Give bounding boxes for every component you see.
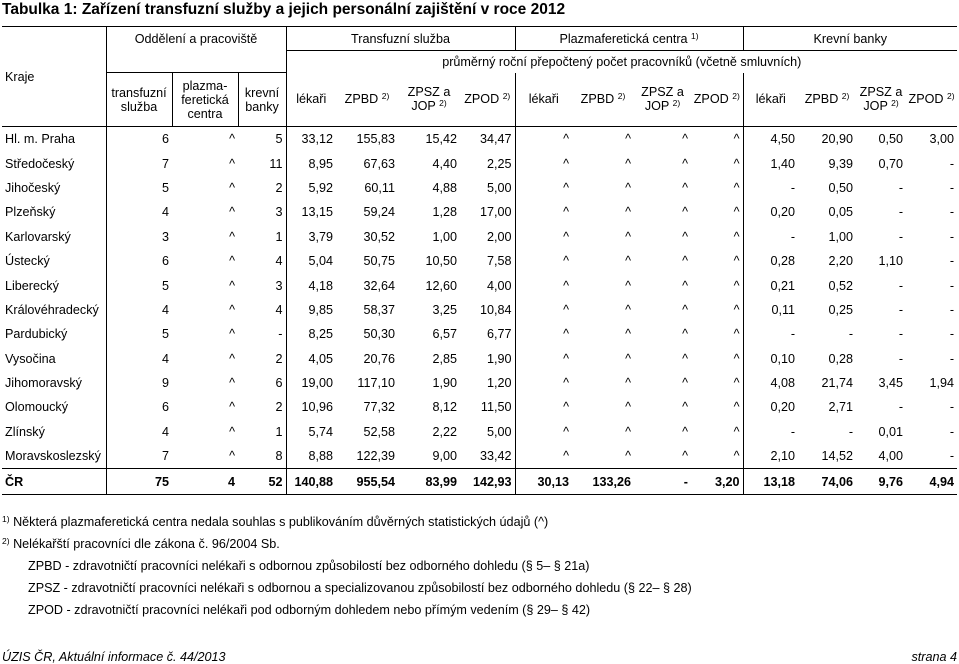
table-row xyxy=(2,200,957,224)
value-cell: ^ xyxy=(682,351,688,366)
value-cell: 10,50 xyxy=(425,254,457,269)
value-cell: 0,20 xyxy=(770,400,796,415)
value-cell: - xyxy=(898,278,904,293)
region-name-cell: Karlovarský xyxy=(2,225,106,249)
value-cell: 0,28 xyxy=(828,351,854,366)
value-cell: 1,40 xyxy=(770,156,796,171)
value-cell: 8,12 xyxy=(432,400,457,415)
value-cell: 1,00 xyxy=(432,229,457,244)
value-cell: - xyxy=(634,469,691,494)
value-cell: ^ xyxy=(682,180,688,195)
value-cell: 59,24 xyxy=(363,205,395,220)
value-cell: 0,10 xyxy=(770,351,796,366)
value-cell: 9,00 xyxy=(432,449,457,464)
value-cell: ^ xyxy=(691,298,743,322)
value-cell: - xyxy=(898,180,904,195)
value-cell: 4,00 xyxy=(460,273,515,297)
value-cell: 9,76 xyxy=(856,469,906,494)
value-cell: - xyxy=(238,322,286,346)
value-cell: - xyxy=(949,205,955,220)
value-cell: 4 xyxy=(161,302,169,317)
region-name-cell: Středočeský xyxy=(2,151,106,175)
header-kraje: Kraje xyxy=(2,27,106,127)
value-cell: 13,18 xyxy=(743,469,798,494)
value-cell: 1,90 xyxy=(460,347,515,371)
value-cell: ^ xyxy=(625,205,631,220)
value-cell: 2,85 xyxy=(432,351,457,366)
value-cell: 9,39 xyxy=(828,156,854,171)
table-total-row xyxy=(2,469,957,494)
value-cell: ^ xyxy=(563,205,569,220)
value-cell: 9,85 xyxy=(308,302,333,317)
value-cell: 50,75 xyxy=(363,254,395,269)
value-cell: 4,18 xyxy=(308,278,333,293)
value-cell: 4 xyxy=(161,205,169,220)
col-kb-zpsz: ZPSZ a JOP $^{2)}$ xyxy=(856,73,906,127)
value-cell: ^ xyxy=(563,229,569,244)
value-cell: 0,25 xyxy=(828,302,854,317)
value-cell: 1 xyxy=(238,420,286,444)
value-cell: ^ xyxy=(229,205,235,220)
value-cell: 5,00 xyxy=(460,176,515,200)
value-cell: ^ xyxy=(229,327,235,342)
value-cell: ^ xyxy=(682,205,688,220)
value-cell: 52 xyxy=(238,469,286,494)
value-cell: - xyxy=(949,180,955,195)
region-name-cell: Vysočina xyxy=(2,347,106,371)
value-cell: 0,20 xyxy=(770,205,796,220)
value-cell: - xyxy=(790,229,796,244)
value-cell: 1,28 xyxy=(432,205,457,220)
value-cell: 4 xyxy=(161,351,169,366)
value-cell: 0,01 xyxy=(878,424,904,439)
value-cell: 7,58 xyxy=(460,249,515,273)
footnotes xyxy=(2,511,692,621)
value-cell: 4,08 xyxy=(770,376,796,391)
value-cell: 2,00 xyxy=(460,225,515,249)
value-cell: ^ xyxy=(682,376,688,391)
value-cell: - xyxy=(898,302,904,317)
value-cell: 5 xyxy=(161,180,169,195)
value-cell: ^ xyxy=(229,351,235,366)
value-cell: ^ xyxy=(563,327,569,342)
value-cell: ^ xyxy=(229,254,235,269)
value-cell: 0,52 xyxy=(828,278,854,293)
value-cell: - xyxy=(949,351,955,366)
value-cell: 133,26 xyxy=(572,469,634,494)
value-cell: 6,77 xyxy=(460,322,515,346)
footnote-zpbd: ZPBD - zdravotničtí pracovníci nelékaři s odbornou způsobilostí bez odborného dohledu (§ 5– § 21a) xyxy=(28,559,590,573)
value-cell: 83,99 xyxy=(398,469,460,494)
table-row xyxy=(2,273,957,297)
region-name-cell: Královéhradecký xyxy=(2,298,106,322)
value-cell: 3,20 xyxy=(691,469,743,494)
value-cell: 1,20 xyxy=(460,371,515,395)
value-cell: ^ xyxy=(625,156,631,171)
region-name-cell: Liberecký xyxy=(2,273,106,297)
table-row xyxy=(2,127,957,152)
value-cell: ^ xyxy=(691,347,743,371)
value-cell: 21,74 xyxy=(821,376,854,391)
region-name-cell: ČR xyxy=(2,469,106,494)
footnote-2: $^{2)}$ Nelékařští pracovníci dle zákona č. 96/2004 Sb. xyxy=(2,536,280,551)
header-plazmafereticka-centra: Plazmaferetická centra $^{1)}$ xyxy=(515,27,743,51)
value-cell: ^ xyxy=(229,376,235,391)
value-cell: 2,10 xyxy=(770,449,796,464)
region-name-cell: Moravskoslezský xyxy=(2,444,106,469)
value-cell: 4,94 xyxy=(906,469,957,494)
value-cell: 2 xyxy=(238,347,286,371)
value-cell: - xyxy=(949,229,955,244)
value-cell: ^ xyxy=(625,254,631,269)
table-row xyxy=(2,176,957,200)
value-cell: 1,00 xyxy=(828,229,854,244)
value-cell: 67,63 xyxy=(363,156,395,171)
value-cell: 5,74 xyxy=(308,424,333,439)
value-cell: ^ xyxy=(682,327,688,342)
value-cell: - xyxy=(848,424,854,439)
col-kb-zpbd: ZPBD $^{2)}$ xyxy=(798,73,856,127)
value-cell: - xyxy=(949,156,955,171)
value-cell: - xyxy=(898,327,904,342)
value-cell: 8,88 xyxy=(308,449,333,464)
value-cell: ^ xyxy=(682,156,688,171)
value-cell: 33,42 xyxy=(460,444,515,469)
footnote-1: $^{1)}$ Některá plazmaferetická centra nedala souhlas s publikováním důvěrných statistických údajů (^) xyxy=(2,514,549,529)
value-cell: 6 xyxy=(161,132,169,147)
value-cell: 75 xyxy=(106,469,172,494)
value-cell: ^ xyxy=(563,449,569,464)
value-cell: 4,88 xyxy=(432,180,457,195)
col-ts-lekari: lékaři xyxy=(286,73,336,127)
value-cell: ^ xyxy=(563,254,569,269)
col-pc-lekari: lékaři xyxy=(515,73,572,127)
value-cell: 32,64 xyxy=(363,278,395,293)
value-cell: ^ xyxy=(682,424,688,439)
value-cell: ^ xyxy=(563,424,569,439)
value-cell: 15,42 xyxy=(425,132,457,147)
value-cell: ^ xyxy=(563,278,569,293)
value-cell: 52,58 xyxy=(363,424,395,439)
table-row xyxy=(2,371,957,395)
value-cell: 122,39 xyxy=(356,449,395,464)
value-cell: ^ xyxy=(625,424,631,439)
value-cell: 4 xyxy=(238,298,286,322)
value-cell: - xyxy=(898,229,904,244)
value-cell: ^ xyxy=(229,302,235,317)
header-transfuzni-sluzba: Transfuzní služba xyxy=(286,27,515,51)
region-name-cell: Hl. m. Praha xyxy=(2,127,106,152)
value-cell: 4,00 xyxy=(878,449,904,464)
page-footer xyxy=(2,650,957,664)
value-cell: ^ xyxy=(229,424,235,439)
value-cell: ^ xyxy=(691,151,743,175)
value-cell: 0,70 xyxy=(878,156,904,171)
value-cell: 6 xyxy=(238,371,286,395)
value-cell: ^ xyxy=(691,127,743,152)
value-cell: 14,52 xyxy=(821,449,854,464)
value-cell: ^ xyxy=(625,302,631,317)
region-name-cell: Pardubický xyxy=(2,322,106,346)
region-name-cell: Jihomoravský xyxy=(2,371,106,395)
value-cell: ^ xyxy=(563,156,569,171)
value-cell: ^ xyxy=(563,132,569,147)
header-prumerny-pocet: průměrný roční přepočtený počet pracovníků (včetně smluvních) xyxy=(286,51,957,73)
personnel-table xyxy=(2,26,957,495)
value-cell: ^ xyxy=(229,180,235,195)
value-cell: 8,25 xyxy=(308,327,333,342)
value-cell: 4,05 xyxy=(308,351,333,366)
value-cell: 117,10 xyxy=(357,376,395,391)
value-cell: 6 xyxy=(161,254,169,269)
value-cell: ^ xyxy=(625,327,631,342)
col-ts-zpsz: ZPSZ a JOP $^{2)}$ xyxy=(398,73,460,127)
value-cell: ^ xyxy=(691,420,743,444)
value-cell: - xyxy=(790,180,796,195)
value-cell: ^ xyxy=(229,132,235,147)
value-cell: ^ xyxy=(563,302,569,317)
value-cell: 5 xyxy=(238,127,286,152)
value-cell: 11 xyxy=(238,151,286,175)
col-pc-zpsz: ZPSZ a JOP $^{2)}$ xyxy=(634,73,691,127)
region-name-cell: Jihočeský xyxy=(2,176,106,200)
value-cell: 0,11 xyxy=(771,302,796,317)
value-cell: ^ xyxy=(682,132,688,147)
value-cell: - xyxy=(949,278,955,293)
col-pc-zpbd: ZPBD $^{2)}$ xyxy=(572,73,634,127)
footer-page-number: strana 4 xyxy=(911,650,957,664)
value-cell: ^ xyxy=(682,229,688,244)
value-cell: 74,06 xyxy=(798,469,856,494)
value-cell: 4,50 xyxy=(770,132,796,147)
value-cell: ^ xyxy=(563,180,569,195)
table-row xyxy=(2,347,957,371)
value-cell: ^ xyxy=(229,278,235,293)
value-cell: ^ xyxy=(691,176,743,200)
value-cell: 2,20 xyxy=(828,254,854,269)
value-cell: 5 xyxy=(161,278,169,293)
value-cell: 5,04 xyxy=(308,254,333,269)
value-cell: 1,10 xyxy=(878,254,904,269)
value-cell: ^ xyxy=(691,249,743,273)
value-cell: ^ xyxy=(625,132,631,147)
value-cell: 0,05 xyxy=(828,205,854,220)
value-cell: 3 xyxy=(161,229,169,244)
value-cell: 33,12 xyxy=(301,132,333,147)
value-cell: 142,93 xyxy=(460,469,515,494)
value-cell: - xyxy=(790,424,796,439)
value-cell: 4,40 xyxy=(432,156,457,171)
table-row xyxy=(2,298,957,322)
header-krevni-banky: Krevní banky xyxy=(743,27,957,51)
value-cell: ^ xyxy=(229,156,235,171)
col-transfuzni-sluzba: transfuzní služba xyxy=(106,73,172,127)
value-cell: ^ xyxy=(691,395,743,419)
value-cell: 19,00 xyxy=(301,376,333,391)
value-cell: 7 xyxy=(161,156,169,171)
value-cell: ^ xyxy=(625,180,631,195)
table-row xyxy=(2,395,957,419)
col-ts-zpod: ZPOD $^{2)}$ xyxy=(460,73,515,127)
value-cell: - xyxy=(790,327,796,342)
value-cell: ^ xyxy=(691,273,743,297)
value-cell: 3,00 xyxy=(929,132,955,147)
table-row xyxy=(2,249,957,273)
value-cell: 50,30 xyxy=(363,327,395,342)
value-cell: 58,37 xyxy=(363,302,395,317)
value-cell: 4 xyxy=(161,424,169,439)
table-row xyxy=(2,420,957,444)
region-name-cell: Olomoucký xyxy=(2,395,106,419)
value-cell: ^ xyxy=(625,351,631,366)
value-cell: 20,90 xyxy=(821,132,854,147)
value-cell: - xyxy=(898,400,904,415)
value-cell: ^ xyxy=(625,400,631,415)
value-cell: 3 xyxy=(238,200,286,224)
table-row xyxy=(2,444,957,469)
value-cell: 7 xyxy=(161,449,169,464)
value-cell: 10,96 xyxy=(301,400,333,415)
value-cell: 5,00 xyxy=(460,420,515,444)
value-cell: 140,88 xyxy=(286,469,336,494)
col-ts-zpbd: ZPBD $^{2)}$ xyxy=(336,73,398,127)
value-cell: 4 xyxy=(172,469,238,494)
value-cell: - xyxy=(949,254,955,269)
value-cell: ^ xyxy=(682,278,688,293)
value-cell: 3,45 xyxy=(878,376,904,391)
value-cell: ^ xyxy=(682,449,688,464)
value-cell: ^ xyxy=(625,229,631,244)
value-cell: ^ xyxy=(682,254,688,269)
value-cell: 30,13 xyxy=(515,469,572,494)
value-cell: ^ xyxy=(625,278,631,293)
value-cell: - xyxy=(949,327,955,342)
value-cell: ^ xyxy=(229,229,235,244)
value-cell: ^ xyxy=(625,449,631,464)
col-kb-lekari: lékaři xyxy=(743,73,798,127)
value-cell: ^ xyxy=(691,225,743,249)
value-cell: - xyxy=(949,424,955,439)
value-cell: 2,22 xyxy=(432,424,457,439)
table-title: Tabulka 1: Zařízení transfuzní služby a jejich personální zajištění v roce 2012 xyxy=(2,1,566,18)
value-cell: 0,50 xyxy=(878,132,904,147)
value-cell: - xyxy=(949,449,955,464)
value-cell: 2 xyxy=(238,176,286,200)
value-cell: ^ xyxy=(691,322,743,346)
value-cell: 10,84 xyxy=(460,298,515,322)
value-cell: ^ xyxy=(563,376,569,391)
value-cell: ^ xyxy=(691,371,743,395)
value-cell: 1,90 xyxy=(432,376,457,391)
value-cell: 13,15 xyxy=(301,205,333,220)
value-cell: 9 xyxy=(161,376,169,391)
value-cell: 8,95 xyxy=(308,156,333,171)
value-cell: 20,76 xyxy=(363,351,395,366)
region-name-cell: Ústecký xyxy=(2,249,106,273)
table-row xyxy=(2,225,957,249)
value-cell: 5 xyxy=(161,327,169,342)
value-cell: - xyxy=(898,205,904,220)
col-krevni-banky: krevní banky xyxy=(238,73,286,127)
value-cell: 60,11 xyxy=(364,180,395,195)
value-cell: 3,79 xyxy=(308,229,333,244)
value-cell: 1 xyxy=(238,225,286,249)
value-cell: 0,50 xyxy=(828,180,854,195)
table-body xyxy=(2,127,957,495)
value-cell: 955,54 xyxy=(336,469,398,494)
header-oddeleni: Oddělení a pracoviště xyxy=(106,27,286,51)
value-cell: ^ xyxy=(691,200,743,224)
value-cell: ^ xyxy=(229,449,235,464)
value-cell: - xyxy=(898,351,904,366)
value-cell: 0,28 xyxy=(770,254,796,269)
value-cell: 4 xyxy=(238,249,286,273)
col-plazmafereticka-centra: plazma-feretická centra xyxy=(172,73,238,127)
value-cell: 12,60 xyxy=(425,278,457,293)
value-cell: 1,94 xyxy=(929,376,955,391)
value-cell: ^ xyxy=(229,400,235,415)
value-cell: 0,21 xyxy=(770,278,796,293)
value-cell: ^ xyxy=(563,351,569,366)
value-cell: 5,92 xyxy=(308,180,333,195)
table-row xyxy=(2,151,957,175)
value-cell: 30,52 xyxy=(363,229,395,244)
value-cell: ^ xyxy=(682,400,688,415)
value-cell: 155,83 xyxy=(356,132,395,147)
value-cell: ^ xyxy=(625,376,631,391)
footnote-zpsz: ZPSZ - zdravotničtí pracovníci nelékaři s odbornou a specializovanou způsobilostí bez odborného dohledu (§ 22– § 28) xyxy=(28,581,692,595)
value-cell: 2 xyxy=(238,395,286,419)
footnote-zpod: ZPOD - zdravotničtí pracovníci nelékaři pod odborným dohledem nebo přímým vedením (§ 29– § 42) xyxy=(28,603,591,617)
footer-source: ÚZIS ČR, Aktuální informace č. 44/2013 xyxy=(2,650,226,664)
value-cell: 2,25 xyxy=(460,151,515,175)
value-cell: - xyxy=(949,302,955,317)
value-cell: 3,25 xyxy=(432,302,457,317)
value-cell: 34,47 xyxy=(460,127,515,152)
value-cell: - xyxy=(848,327,854,342)
value-cell: ^ xyxy=(682,302,688,317)
region-name-cell: Plzeňský xyxy=(2,200,106,224)
value-cell: 11,50 xyxy=(460,395,515,419)
value-cell: 3 xyxy=(238,273,286,297)
value-cell: 77,32 xyxy=(363,400,395,415)
value-cell: - xyxy=(949,400,955,415)
value-cell: 2,71 xyxy=(828,400,854,415)
value-cell: ^ xyxy=(691,444,743,469)
value-cell: 17,00 xyxy=(460,200,515,224)
table-row xyxy=(2,322,957,346)
value-cell: 6,57 xyxy=(432,327,457,342)
region-name-cell: Zlínský xyxy=(2,420,106,444)
value-cell: 6 xyxy=(161,400,169,415)
value-cell: ^ xyxy=(563,400,569,415)
value-cell: 8 xyxy=(238,444,286,469)
col-pc-zpod: ZPOD $^{2)}$ xyxy=(691,73,743,127)
col-kb-zpod: ZPOD $^{2)}$ xyxy=(906,73,957,127)
